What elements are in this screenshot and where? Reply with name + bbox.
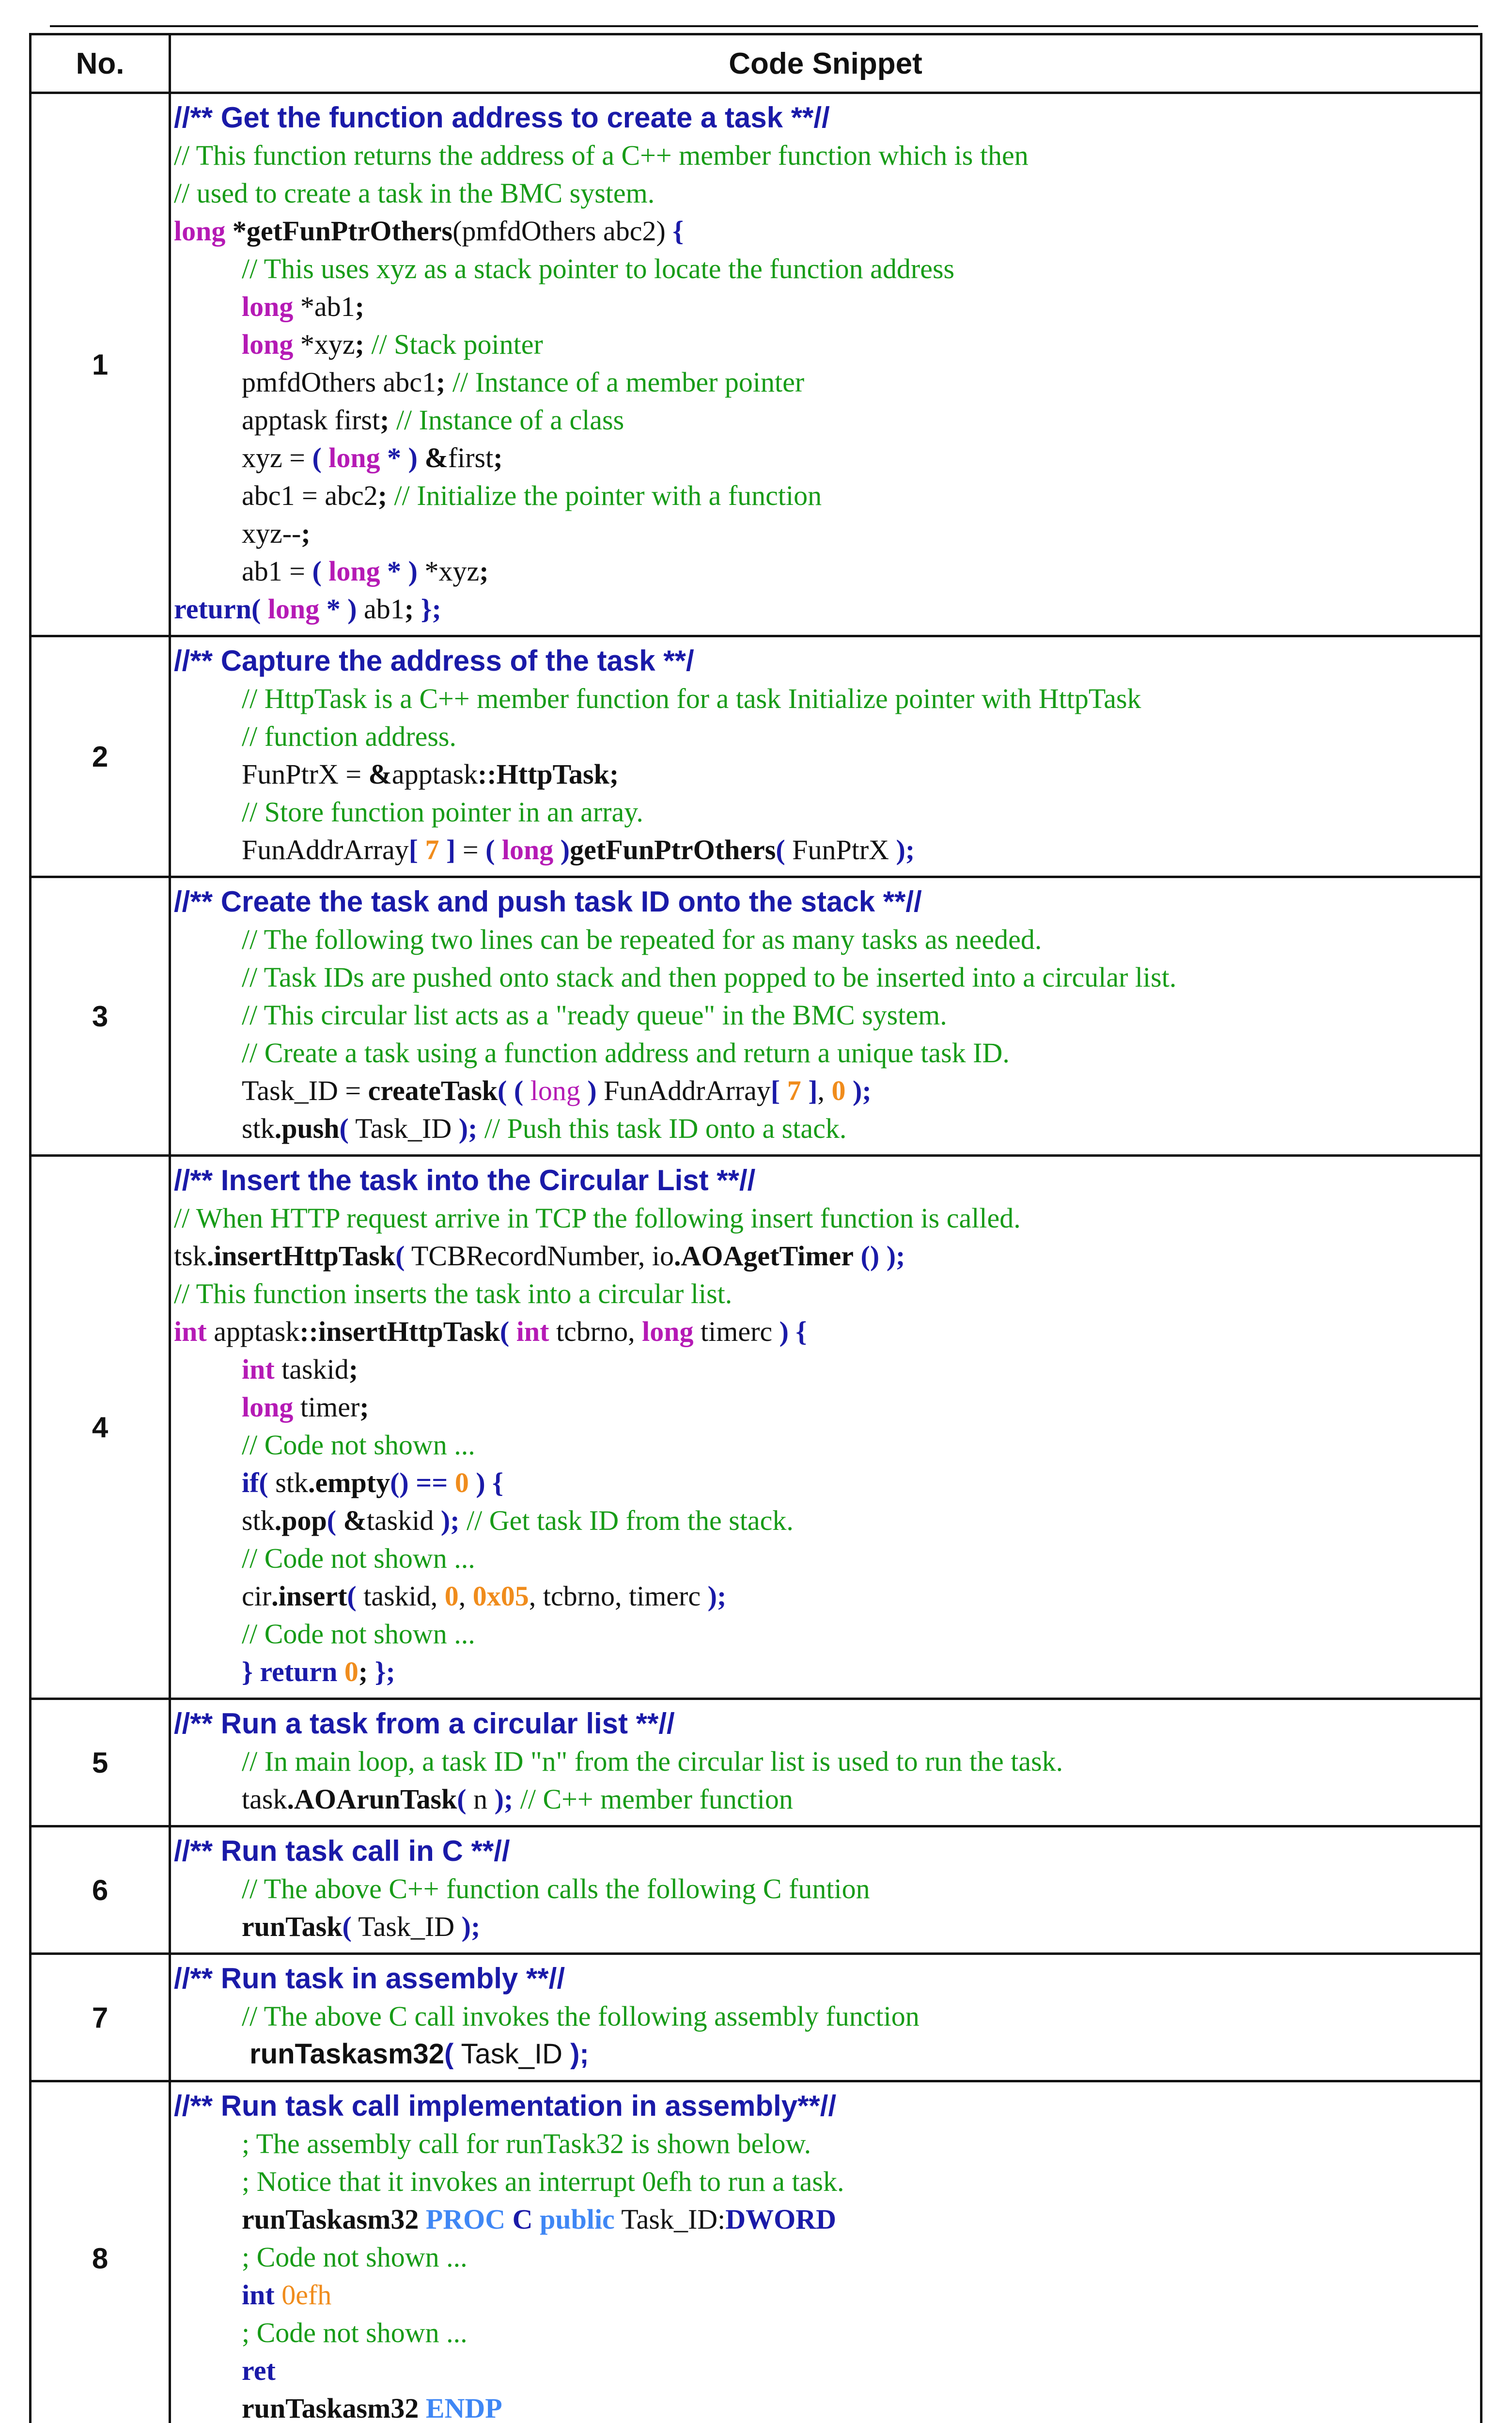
- code-line: xyz--;: [242, 518, 311, 549]
- code-line: // Task IDs are pushed onto stack and then popped to be inserted into a circular list.: [242, 961, 1177, 993]
- code-cell: [170, 1954, 1481, 2081]
- code-line: int apptask::insertHttpTask( int tcbrno, long timerc ) {: [174, 1316, 807, 1347]
- code-line: runTaskasm32( Task_ID );: [249, 2038, 589, 2070]
- code-line: apptask first; // Instance of a class: [242, 404, 624, 436]
- code-line: } return 0; };: [242, 1656, 395, 1687]
- header-code-snippet: Code Snippet: [170, 34, 1481, 93]
- top-rule: [50, 25, 1478, 27]
- row-number: 7: [31, 1954, 170, 2081]
- code-line: stk.pop( &taskid ); // Get task ID from the stack.: [242, 1505, 794, 1536]
- code-line: int 0efh: [242, 2279, 332, 2311]
- row-number: 6: [31, 1826, 170, 1954]
- code-cell: [170, 877, 1481, 1156]
- code-line: xyz = ( long * ) &first;: [242, 442, 503, 473]
- code-line: // The above C call invokes the following assembly function: [242, 2000, 920, 2032]
- code-line: ; Notice that it invokes an interrupt 0efh to run a task.: [242, 2166, 844, 2197]
- row-number: 5: [31, 1699, 170, 1826]
- code-cell: [170, 1826, 1481, 1954]
- table-row: [31, 1826, 1481, 1954]
- snippet-title: //** Run task call in C **//: [174, 1835, 510, 1867]
- snippet-title: //** Run task in assembly **//: [174, 1962, 565, 1995]
- snippet-title: //** Capture the address of the task **/: [174, 645, 694, 677]
- code-line: // This function inserts the task into a circular list.: [174, 1278, 733, 1309]
- code-line: // This function returns the address of a C++ member function which is then: [174, 140, 1029, 171]
- code-snippet-table: [29, 33, 1482, 2423]
- code-cell: [170, 93, 1481, 636]
- code-line: int taskid;: [242, 1353, 359, 1385]
- snippet-title: //** Create the task and push task ID onto the stack **//: [174, 885, 922, 918]
- code-line: // Code not shown ...: [242, 1618, 475, 1650]
- code-line: runTaskasm32 PROC C public Task_ID:DWORD: [242, 2203, 837, 2235]
- code-line: long *ab1;: [242, 291, 364, 322]
- code-line: // Code not shown ...: [242, 1429, 475, 1461]
- row-number: 8: [31, 2081, 170, 2423]
- row-number: 1: [31, 93, 170, 636]
- code-line: Task_ID = createTask( ( long ) FunAddrArray[ 7 ], 0 );: [242, 1075, 872, 1106]
- snippet-title: //** Run task call implementation in assembly**//: [174, 2090, 837, 2122]
- code-line: return( long * ) ab1; };: [174, 593, 441, 625]
- code-line: task.AOArunTask( n ); // C++ member function: [242, 1783, 793, 1815]
- code-line: cir.insert( taskid, 0, 0x05, tcbrno, timerc );: [242, 1580, 727, 1612]
- code-line: runTask( Task_ID );: [242, 1911, 481, 1942]
- row-number: 2: [31, 636, 170, 877]
- snippet-title: //** Insert the task into the Circular List **//: [174, 1164, 756, 1196]
- code-line: pmfdOthers abc1; // Instance of a member pointer: [242, 366, 805, 398]
- code-cell: [170, 2081, 1481, 2423]
- code-cell: [170, 636, 1481, 877]
- code-line: // This uses xyz as a stack pointer to locate the function address: [242, 253, 955, 284]
- row-number: 4: [31, 1156, 170, 1699]
- table-row: [31, 636, 1481, 877]
- code-line: // HttpTask is a C++ member function for a task Initialize pointer with HttpTask: [242, 683, 1141, 714]
- row-number: 3: [31, 877, 170, 1156]
- table-row: [31, 1699, 1481, 1826]
- code-line: runTaskasm32 ENDP: [242, 2392, 502, 2423]
- code-line: // Code not shown ...: [242, 1542, 475, 1574]
- code-line: abc1 = abc2; // Initialize the pointer with a function: [242, 480, 822, 511]
- code-line: if( stk.empty() == 0 ) {: [242, 1467, 504, 1498]
- snippet-title: //** Run a task from a circular list **//: [174, 1707, 675, 1740]
- code-line: // This circular list acts as a "ready queue" in the BMC system.: [242, 999, 947, 1031]
- table-row: [31, 2081, 1481, 2423]
- table-row: [31, 1954, 1481, 2081]
- code-line: long *xyz; // Stack pointer: [242, 329, 543, 360]
- table-row: [31, 93, 1481, 636]
- code-line: ; The assembly call for runTask32 is shown below.: [242, 2128, 811, 2159]
- code-line: // The above C++ function calls the following C funtion: [242, 1873, 870, 1904]
- code-line: ret: [242, 2355, 276, 2386]
- code-line: ; Code not shown ...: [242, 2241, 468, 2273]
- code-line: // In main loop, a task ID "n" from the circular list is used to run the task.: [242, 1746, 1063, 1777]
- table-row: [31, 877, 1481, 1156]
- code-line: ; Code not shown ...: [242, 2317, 468, 2348]
- code-line: FunPtrX = &apptask::HttpTask;: [242, 758, 619, 790]
- code-line: // function address.: [242, 721, 456, 752]
- code-line: ab1 = ( long * ) *xyz;: [242, 555, 489, 587]
- code-line: FunAddrArray[ 7 ] = ( long )getFunPtrOthers( FunPtrX );: [242, 834, 915, 865]
- code-line: // Create a task using a function address and return a unique task ID.: [242, 1037, 1010, 1069]
- code-line: // When HTTP request arrive in TCP the following insert function is called.: [174, 1202, 1021, 1234]
- code-cell: [170, 1156, 1481, 1699]
- table-header-row: [31, 34, 1481, 93]
- code-line: // Store function pointer in an array.: [242, 796, 643, 828]
- code-cell: [170, 1699, 1481, 1826]
- code-line: stk.push( Task_ID ); // Push this task ID onto a stack.: [242, 1113, 847, 1144]
- code-line: // The following two lines can be repeated for as many tasks as needed.: [242, 924, 1042, 955]
- table-row: [31, 1156, 1481, 1699]
- snippet-title: //** Get the function address to create a task **//: [174, 101, 830, 134]
- code-line: long timer;: [242, 1391, 369, 1423]
- code-line: long *getFunPtrOthers(pmfdOthers abc2) {: [174, 215, 684, 247]
- header-no: No.: [31, 34, 170, 93]
- code-line: tsk.insertHttpTask( TCBRecordNumber, io.AOAgetTimer () );: [174, 1240, 905, 1272]
- code-line: // used to create a task in the BMC system.: [174, 177, 655, 209]
